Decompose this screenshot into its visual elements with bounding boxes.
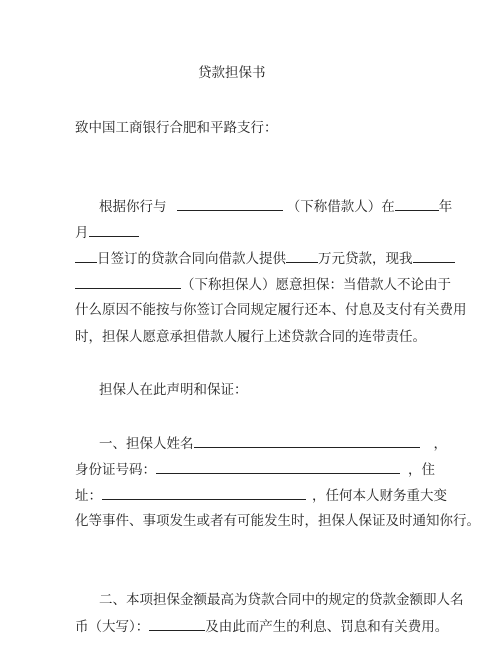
item1-text-b: ， bbox=[433, 436, 447, 452]
p1-text-a: 根据你行与 bbox=[99, 199, 167, 215]
item1-line2 bbox=[75, 460, 435, 479]
item1-text-d: ，住 bbox=[408, 462, 435, 478]
item1-text-c: 身份证号码： bbox=[75, 462, 156, 478]
p1-line3 bbox=[75, 249, 455, 268]
statement-heading: 担保人在此声明和保证： bbox=[99, 382, 248, 398]
item1-text-e: 址： bbox=[75, 488, 102, 504]
id-number-blank bbox=[156, 460, 400, 474]
year-blank bbox=[395, 197, 439, 211]
document-title: 贷款担保书 bbox=[198, 65, 266, 81]
item1-text-f: ，任何本人财务重大变 bbox=[312, 488, 447, 504]
p1-text-c: 年 bbox=[438, 199, 453, 215]
month-blank bbox=[89, 223, 139, 237]
item1-line4: 化等事件、事项发生或者有可能发生时，担保人保证及时通知你行。 bbox=[75, 513, 480, 529]
item2-line2 bbox=[75, 617, 448, 636]
p1-text-b: （下称借款人）在 bbox=[286, 199, 395, 215]
item1-line1 bbox=[99, 434, 447, 453]
day-blank bbox=[75, 249, 97, 263]
p1-line4 bbox=[75, 275, 451, 294]
item2-text-b: 币（大写）： bbox=[75, 619, 150, 635]
guarantor-name-blank-cont bbox=[75, 275, 181, 289]
p1-text-f: 万元贷款，现我 bbox=[318, 251, 413, 267]
p1-line6: 时，担保人愿意承担借款人履行上述贷款合同的连带责任。 bbox=[75, 329, 426, 345]
p1-text-g: （下称担保人）愿意担保：当借款人不论由于 bbox=[181, 277, 451, 293]
item2-text-c: 及由此而产生的利息、罚息和有关费用。 bbox=[205, 619, 449, 635]
p1-line1 bbox=[99, 197, 452, 216]
p1-line5: 什么原因不能按与你签订合同规定履行还本、付息及支付有关费用 bbox=[75, 302, 467, 318]
guarantor-name-blank bbox=[413, 249, 455, 263]
address-blank bbox=[102, 486, 306, 500]
p1-text-e: 日签订的贷款合同向借款人提供 bbox=[97, 251, 286, 267]
item2-line1: 二、本项担保金额最高为贷款合同中的规定的贷款金额即人名 bbox=[99, 592, 464, 608]
guarantor-fullname-blank bbox=[194, 434, 420, 448]
p1-line2 bbox=[75, 223, 139, 242]
item1-text-a: 一、担保人姓名 bbox=[99, 436, 194, 452]
amount-capital-blank bbox=[149, 617, 205, 631]
item1-line3 bbox=[75, 486, 447, 505]
borrower-name-blank bbox=[177, 197, 283, 211]
salutation: 致中国工商银行合肥和平路支行： bbox=[75, 120, 278, 136]
p1-text-d: 月 bbox=[75, 225, 89, 241]
amount-blank bbox=[286, 249, 318, 263]
